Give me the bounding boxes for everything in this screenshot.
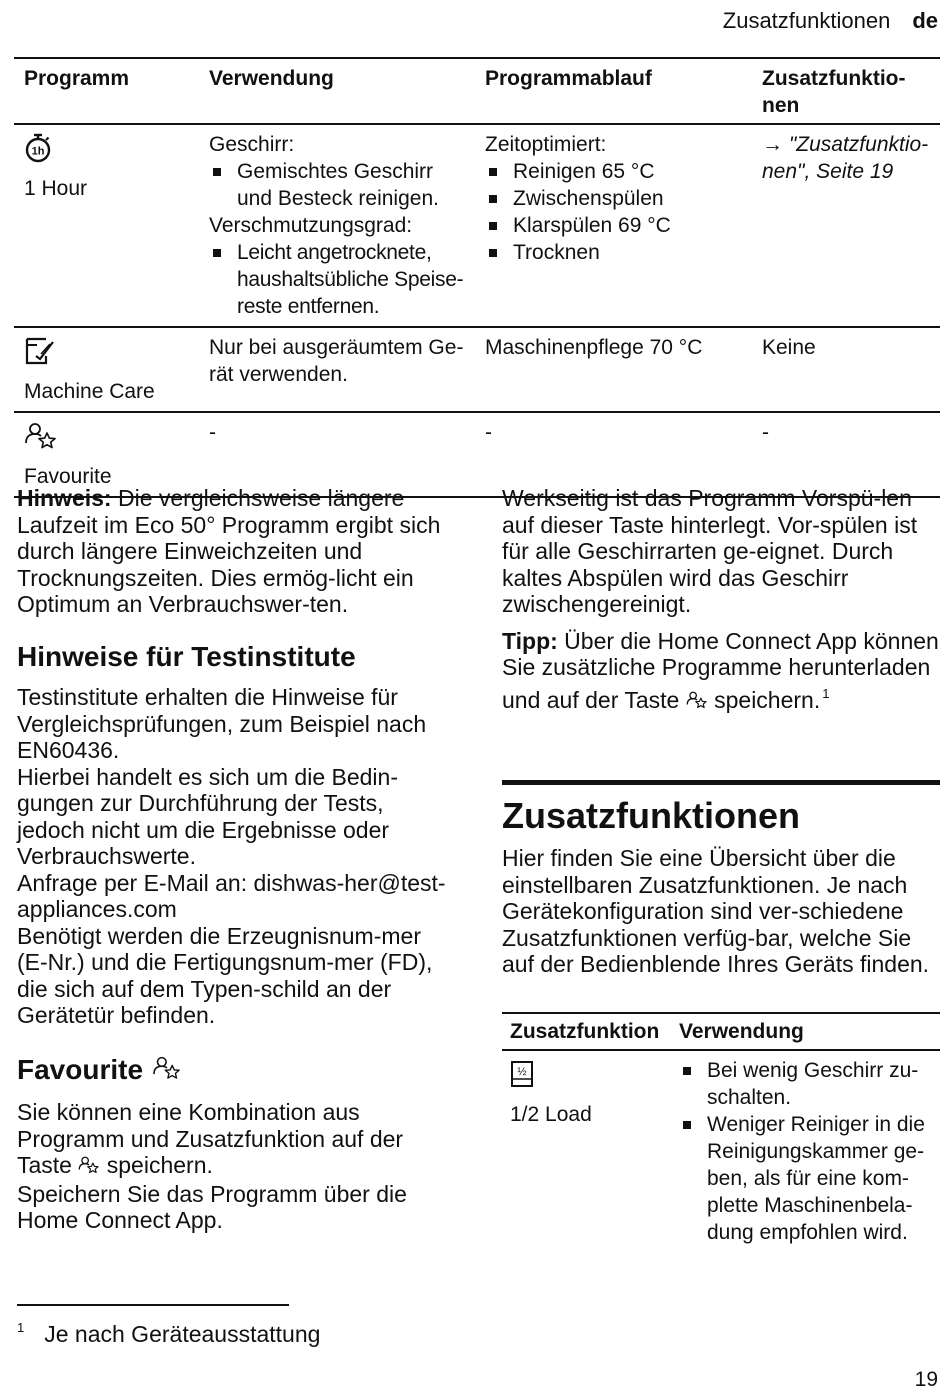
table-row [502, 1051, 940, 1252]
machine-care-icon [24, 336, 191, 368]
zusatz-table [502, 1012, 940, 1252]
table-row [14, 125, 940, 328]
list-item: Bei wenig Geschirr zu-schalten. [679, 1057, 932, 1111]
usage-text: - [209, 421, 216, 444]
paragraph: Testinstitute erhalten die Hinweise für Vergleichsprüfungen, zum Beispiel nach EN60436. [17, 684, 427, 763]
stopwatch-1h-icon [24, 133, 191, 165]
zusatz-intro [502, 845, 942, 978]
heading-favourite [17, 1055, 457, 1086]
program-table [14, 57, 940, 498]
paragraph: Speichern Sie das Programm über die Home Connect App. [17, 1180, 407, 1233]
list-item: Weniger Reiniger in die Reinigungskammer ge-ben, als für eine kom-plette Maschinenbela-dung empfohlen wird. [679, 1111, 932, 1246]
footnote-text: Je nach Geräteausstattung [44, 1321, 321, 1347]
footnote-marker: 1 [822, 685, 830, 701]
text-part: Über die Home Connect App können Sie zusätzliche Programme herunterladen und auf der Taste [502, 627, 939, 713]
favourite-icon [151, 1055, 183, 1086]
text-part: Sie können eine Kombination aus Programm und Zusatzfunktion auf der Taste [17, 1099, 404, 1178]
tip-label: Tipp: [502, 627, 558, 654]
tip-paragraph [502, 628, 942, 716]
right-column [502, 485, 942, 715]
col-header-programm: Programm [24, 67, 130, 90]
col-header-programmablauf: Programmablauf [485, 67, 652, 90]
header-line: nen [762, 94, 800, 117]
paragraph: Hierbei handelt es sich um die Bedin-gungen zur Durchführung der Tests, jedoch nicht um die Ergebnisse oder Verbrauchswerte. [17, 763, 398, 869]
list-item: Gemischtes Geschirr und Besteck reinigen. [209, 158, 467, 212]
note-paragraph [17, 485, 457, 618]
table-row [14, 328, 940, 413]
zusatz-table-header [502, 1014, 940, 1051]
usage-list [209, 158, 467, 212]
text-part: speichern. [707, 686, 821, 713]
col-header-verwendung: Verwendung [679, 1020, 804, 1043]
header-section: Zusatzfunktionen [722, 8, 891, 33]
usage-list [209, 239, 467, 320]
text-part: speichern. [100, 1152, 213, 1178]
col-header-zusatzfunktionen [752, 59, 940, 123]
paragraph [17, 1099, 457, 1181]
paragraph: Anfrage per E-Mail an: dishwas-her@test-appliances.com [17, 869, 446, 922]
list-item: Leicht angetrocknete, haushaltsübliche Speise-reste entfernen. [209, 239, 467, 320]
function-name: 1/2 Load [510, 1103, 592, 1126]
list-item: Reinigen 65 °C [485, 158, 744, 185]
list-item: Zwischenspülen [485, 185, 744, 212]
footnote-divider [17, 1304, 289, 1306]
flow-text: - [485, 421, 492, 444]
flow-title: Zeitoptimiert: [485, 133, 607, 156]
program-name: Machine Care [24, 380, 155, 403]
program-name: Favourite [24, 465, 112, 488]
svg-text:1h: 1h [31, 145, 45, 158]
paragraph: Hier finden Sie eine Übersicht über die einstellbaren Zusatzfunktionen. Je nach Gerätekonfiguration sind ver-schiedene Zusatzfunktionen verfüg-bar, welche Sie auf der Bedienblende Ihres Geräts finden. [502, 845, 930, 977]
footnote [17, 1320, 320, 1348]
running-header [723, 8, 938, 34]
cross-reference-link[interactable]: → "Zusatzfunktio-nen", Seite 19 [762, 133, 929, 183]
extra-text: - [762, 421, 769, 444]
favourite-icon [78, 1154, 100, 1181]
heading-test-institutes: Hinweise für Testinstitute [17, 640, 356, 672]
favourite-icon [686, 689, 708, 716]
favourite-icon [24, 421, 191, 453]
paragraph: Werkseitig ist das Programm Vorspü-len auf dieser Taste hinterlegt. Vor-spülen ist für alle Geschirrarten ge-eignet. Durch kaltes Abspülen wird das Geschirr zwischengereinigt. [502, 485, 918, 617]
col-header-zusatzfunktion: Zusatzfunktion [510, 1020, 660, 1043]
program-name: 1 Hour [24, 177, 88, 200]
page-number: 19 [914, 1368, 938, 1391]
flow-text: Maschinenpflege 70 °C [485, 336, 703, 359]
col-header-verwendung: Verwendung [209, 67, 334, 90]
heading-zusatzfunktionen: Zusatzfunktionen [502, 780, 940, 837]
usage-list [679, 1057, 932, 1246]
header-line: Zusatzfunktio- [762, 67, 906, 90]
paragraph: Benötigt werden die Erzeugnisnum-mer (E-Nr.) und die Fertigungsnum-mer (FD), die sich auf dem Typen-schild an der Gerätetür befinden. [17, 922, 433, 1028]
usage-title: Verschmutzungsgrad: [209, 214, 413, 237]
list-item: Klarspülen 69 °C [485, 212, 744, 239]
program-table-header [14, 59, 940, 125]
flow-list [485, 158, 744, 266]
svg-text:½: ½ [517, 1066, 527, 1078]
extra-text: Keine [762, 336, 816, 359]
half-load-icon [510, 1059, 669, 1091]
footnote-mark: 1 [17, 1320, 25, 1335]
note-text: Die vergleichsweise längere Laufzeit im Eco 50° Programm ergibt sich durch längere Einweichzeiten und Trocknungszeiten. Dies ermög-licht ein Optimum an Verbrauchswer-ten. [17, 485, 441, 617]
note-label: Hinweis: [17, 485, 112, 511]
list-item: Trocknen [485, 239, 744, 266]
left-column [17, 485, 457, 1234]
heading-favourite-text: Favourite [17, 1053, 144, 1085]
usage-title: Geschirr: [209, 133, 295, 156]
usage-text: Nur bei ausgeräumtem Ge-rät verwenden. [209, 336, 464, 386]
header-lang: de [912, 8, 938, 33]
